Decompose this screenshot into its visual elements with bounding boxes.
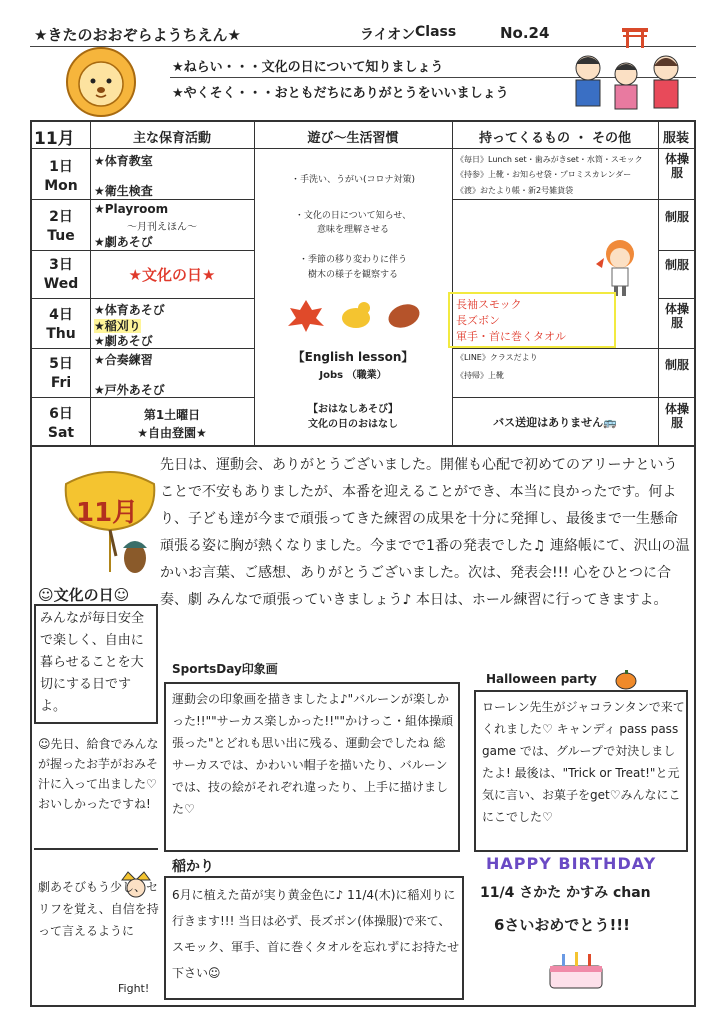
story-play-label: 【おはなしあそび】 — [308, 404, 398, 415]
play-item: 意味を理解させる — [316, 225, 389, 235]
column-header-play: 遊び～生活習慣 — [307, 131, 399, 146]
bring-item: 《持帰》上靴 — [456, 371, 504, 380]
drama-note: 劇あそびもう少し、セリフを覚え、自信を持って言えるように — [38, 880, 159, 938]
day-label-2: 2日 Tue — [47, 209, 75, 244]
column-header-bring: 持ってくるもの ・ その他 — [478, 131, 632, 146]
activity-item: ★稲刈り — [94, 319, 141, 333]
story-play-topic: 文化の日のおはなし — [308, 419, 398, 430]
culture-day-activity: ★文化の日★ — [128, 266, 216, 284]
sports-day-box — [164, 682, 460, 852]
activity-item: ★戸外あそび — [94, 383, 165, 397]
activity-item: ★合奏練習 — [94, 353, 153, 367]
play-item: ・手洗い、うがい(コロナ対策) — [290, 175, 416, 185]
column-header-activities: 主な保育活動 — [132, 131, 211, 146]
aim-text: ★ねらい・・・文化の日について知りましょう — [172, 60, 444, 75]
dress-code: 体操服 — [664, 302, 689, 330]
birthday-message: 6さいおめでとう!!! — [494, 916, 630, 934]
play-item: ・文化の日について知らせ、 — [294, 211, 412, 221]
activity-item: ★劇あそび — [94, 235, 153, 249]
bring-item: 《渡》おたより帳・新2号雑貨袋 — [456, 186, 574, 195]
harvest-title: 稲かり — [172, 859, 214, 875]
play-item: 樹木の様子を観察する — [307, 270, 398, 280]
halloween-box — [474, 690, 688, 852]
day-label-6: 6日 Sat — [47, 406, 75, 441]
bring-item: 軍手・首に巻くタオル — [456, 330, 566, 343]
bring-item: 《毎日》Lunch set・歯みがきset・水筒・スモック — [456, 155, 643, 164]
bring-item: 長袖スモック — [456, 298, 522, 311]
birthday-title: HAPPY BIRTHDAY — [486, 854, 657, 873]
culture-day-title: ☺文化の日☺ — [38, 586, 130, 604]
activity-item: ～月刊えほん～ — [127, 222, 197, 233]
sports-text: 運動会の印象画を描きましたよ♪"バルーンが楽しかった!!""サーカス楽しかった!!""かけっこ・組体操頑張った"とどれも思い出に残る、運動会でしたね 総サーカスでは、かわいい帽子を描いたり、バルーンでは、技の絵がそれぞれ違ったり、上手に描けました♡ — [172, 692, 454, 816]
column-header-dress: 服装 — [662, 131, 689, 146]
birthday-cake-illustration — [540, 944, 612, 994]
school-name: ★きたのおおぞらようちえん★ — [34, 26, 241, 44]
day-label-4: 4日 Thu — [46, 307, 76, 342]
halloween-title: Halloween party — [486, 672, 597, 686]
birthday-box — [476, 852, 686, 1002]
harvest-box — [164, 876, 464, 1000]
bring-item: 《持参》上靴・お知らせ袋・プロミスカレンダー — [456, 170, 632, 179]
month-leaf-badge: 11月 — [76, 498, 139, 528]
pumpkin-icon — [614, 668, 638, 690]
activity-item: 第1土曜日 — [143, 408, 201, 422]
autumn-leaves-illustration — [286, 296, 426, 332]
issue-number: No.24 — [500, 24, 550, 42]
day-label-1: 1日 Mon — [44, 159, 78, 194]
fight-text: Fight! — [118, 982, 150, 995]
weekly-schedule-table — [30, 120, 696, 447]
lunch-note: ☺先日、給食でみんなが握ったお芋がおみそ汁に入って出ました♡おいしかったですね! — [38, 737, 159, 811]
culture-day-box — [34, 604, 158, 724]
dress-code: 制服 — [664, 210, 689, 224]
divider — [34, 848, 158, 850]
activity-item: ★自由登園★ — [137, 426, 207, 440]
bring-item: 長ズボン — [456, 314, 500, 327]
month-label: 11月 — [34, 129, 75, 149]
class-name: ライオン — [360, 27, 416, 43]
class-label: Class — [415, 24, 457, 40]
main-message: 先日は、運動会、ありがとうございました。開催も心配で初めてのアリーナということで不安もありましたが、本番を迎えることができ、本当に良かったです。何より、子ども達が今まで頑張ってきた練習の成果を十分に発揮し、最後まで一生懸命頑張る姿に胸が熱くなりました。今までで1番の発表でした♫ 連絡帳にて、沢山の温かいお言葉、ご感想、ありがとうございました。次は、発表会!!! 心をひとつに合奏、劇 みんなで頑張っていきましょう♪ 本日は、ホール練習に行ってきますよ。 — [160, 457, 690, 608]
shichigosan-illustration — [560, 22, 696, 116]
rice-harvest-items-box — [448, 292, 616, 348]
activity-item: ★Playroom — [94, 202, 169, 216]
culture-day-text: みんなが毎日安全で楽しく、自由に暮らせることを大切にする日ですよ。 — [40, 611, 145, 714]
play-item: ・季節の移り変わりに伴う — [298, 255, 407, 265]
activity-item: ★衛生検査 — [94, 184, 153, 198]
birthday-name: 11/4 さかた かすみ chan — [480, 885, 651, 901]
newsletter-header — [30, 22, 696, 118]
dress-code: 制服 — [664, 258, 689, 272]
halloween-text: ローレン先生がジャコランタンで来てくれました♡ キャンディ pass pass game では、グループで対決しましたよ! 最後は、"Trick or Treat!"と元気に言い、お菓子をget♡みんなにこにこでした♡ — [482, 700, 685, 824]
sports-title: SportsDay印象画 — [172, 662, 278, 676]
english-lesson-topic: Jobs （職業） — [319, 370, 387, 381]
day-label-3: 3日 Wed — [43, 257, 79, 292]
english-lesson-label: 【English lesson】 — [292, 350, 414, 364]
dress-code: 体操服 — [664, 402, 689, 430]
activity-item: ★体育教室 — [94, 154, 153, 168]
activity-item: ★劇あそび — [94, 334, 153, 348]
bring-item: 《LINE》クラスだより — [456, 353, 538, 362]
lion-illustration — [58, 44, 144, 118]
no-bus-notice: バス送迎はありません🚌 — [493, 416, 617, 429]
girl-with-leaf-illustration — [592, 236, 642, 298]
acorn-illustration — [120, 528, 150, 578]
day-label-5: 5日 Fri — [49, 356, 73, 391]
dress-code: 体操服 — [664, 152, 689, 180]
activity-item: ★体育あそび — [94, 303, 165, 317]
promise-text: ★やくそく・・・おともだちにありがとうをいいましょう — [172, 86, 509, 101]
dress-code: 制服 — [664, 358, 689, 372]
harvest-text: 6月に植えた苗が実り黄金色に♪ 11/4(木)に稲刈りに行きます!!! 当日は必ず、長ズボン(体操服)で来て、スモック、軍手、首に巻くタオルを忘れずにお持たせ下さい☺ — [172, 888, 460, 980]
